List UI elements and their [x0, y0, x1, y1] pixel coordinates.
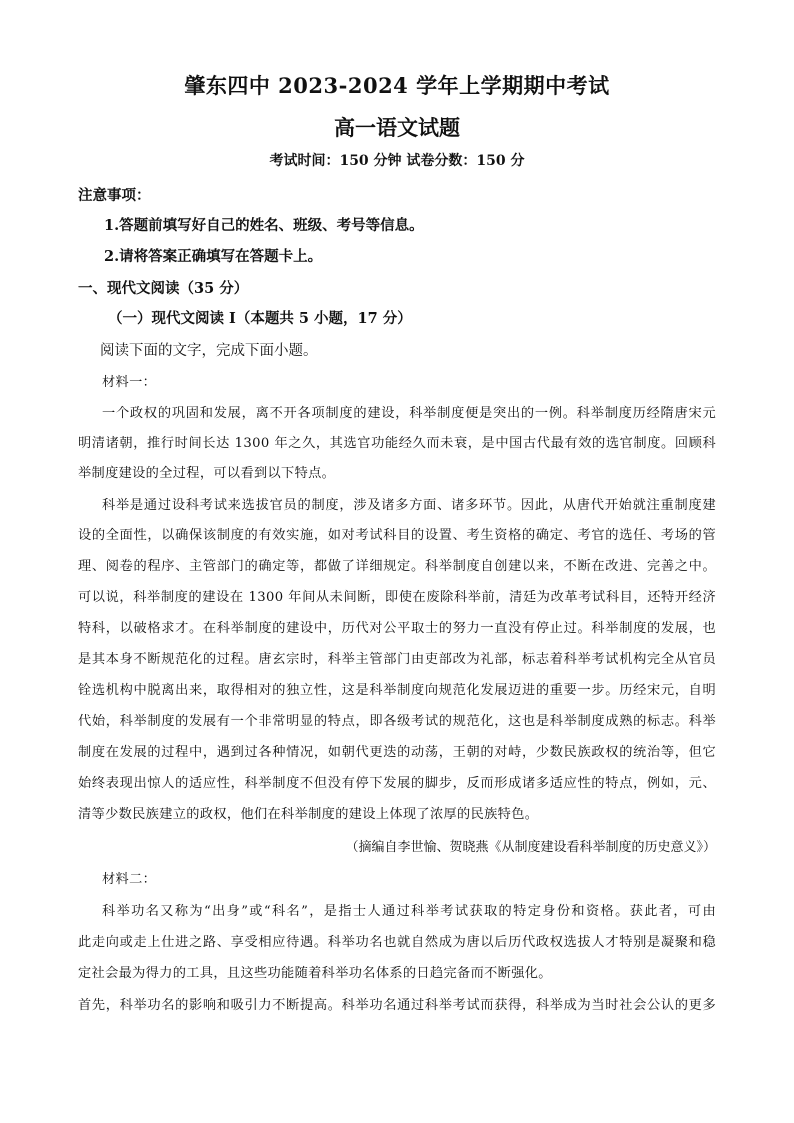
material-1-line: 科举是通过设科考试来选拔官员的制度，涉及诸多方面、诸多环节。因此，从唐代开始就注重制度建 [102, 498, 716, 513]
notice-heading: 注意事项： [78, 187, 151, 204]
material-2-label: 材料二： [102, 872, 157, 887]
exam-title: 肇东四中 2023-2024 学年上学期期中考试 [184, 73, 610, 98]
material-1-line: 铨选机构中脱离出来，取得相对的独立性，这是科举制度向规范化发展迈进的重要一步。历经宋元，自明 [78, 683, 716, 698]
material-1-line: 可以说，科举制度的建设在 1300 年间从未间断，即使在废除科举前，清廷为改革考试科目，还特开经济 [78, 590, 716, 605]
material-2-line: 定社会最为得力的工具，且这些功能随着科举功名体系的日趋完备而不断强化。 [78, 966, 552, 981]
material-1-line: 始终表现出惊人的适应性，科举制度不但没有停下发展的脚步，反而形成诸多适应性的特点，例如，元、 [78, 776, 716, 791]
material-1-line: 明清诸朝，推行时间长达 1300 年之久，其选官功能经久而未衰，是中国古代最有效的选官制度。回顾科 [78, 436, 716, 451]
section-heading: 一、现代文阅读（35 分） [78, 280, 249, 297]
material-1-line: 是其本身不断规范化的过程。唐玄宗时，科举主管部门由吏部改为礼部，标志着科举考试机构完全从官员 [78, 652, 716, 667]
material-1-line: 设的全面性，以确保该制度的有效实施，如对考试科目的设置、考生资格的确定、考官的选任、考场的管 [78, 528, 716, 543]
material-1-line: 清等少数民族建立的政权，他们在科举制度的建设上体现了浓厚的民族特色。 [78, 807, 539, 822]
exam-meta: 考试时间：150 分钟 试卷分数：150 分 [269, 153, 525, 169]
subsection-heading: （一）现代文阅读 I（本题共 5 小题，17 分） [108, 310, 412, 327]
notice-item-1: 1.答题前填写好自己的姓名、班级、考号等信息。 [104, 217, 424, 234]
material-1-source: （摘编自李世愉、贺晓燕《从制度建设看科举制度的历史意义》） [345, 840, 716, 855]
exam-subtitle: 高一语文试题 [334, 115, 460, 140]
material-2-line: 此走向或走上仕进之路、享受相应待遇。科举功名也就自然成为唐以后历代政权选拔人才特别是凝聚和稳 [78, 935, 716, 950]
material-1-line: 代始，科举制度的发展有一个非常明显的特点，即各级考试的规范化，这也是科举制度成熟的标志。科举 [78, 714, 716, 729]
material-2-line: 首先，科举功名的影响和吸引力不断提高。科举功名通过科举考试而获得，科举成为当时社会公认的更多 [78, 998, 716, 1013]
material-1-line: 一个政权的巩固和发展，离不开各项制度的建设，科举制度便是突出的一例。科举制度历经隋唐宋元 [102, 406, 716, 421]
notice-item-2: 2.请将答案正确填写在答题卡上。 [104, 248, 323, 265]
material-1-line: 理、阅卷的程序、主管部门的确定等，都做了详细规定。科举制度自创建以来，不断在改进、完善之中。 [78, 559, 716, 574]
material-1-line: 特科，以破格求才。在科举制度的建设中，历代对公平取士的努力一直没有停止过。科举制度的发展，也 [78, 621, 716, 636]
material-1-label: 材料一： [102, 375, 157, 390]
material-1-line: 制度在发展的过程中，遇到过各种情况，如朝代更迭的动荡，王朝的对峙，少数民族政权的统治等，但它 [78, 745, 716, 760]
material-2-line: 科举功名又称为“出身”或“科名”，是指士人通过科举考试获取的特定身份和资格。获此者，可由 [102, 904, 716, 919]
reading-instruction: 阅读下面的文字，完成下面小题。 [100, 343, 318, 359]
material-1-line: 举制度建设的全过程，可以看到以下特点。 [78, 466, 336, 481]
